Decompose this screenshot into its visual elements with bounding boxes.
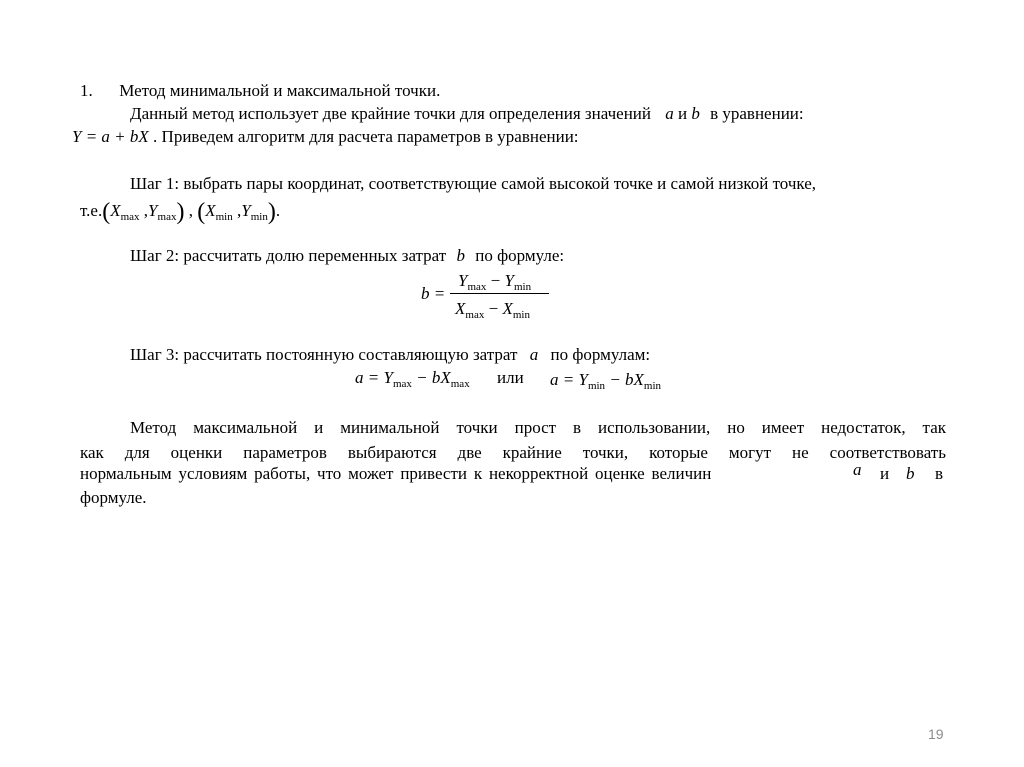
- step3-text-line: [130, 345, 650, 365]
- fraction-bar: [450, 293, 549, 294]
- den-x1-sub: max: [465, 309, 485, 321]
- main-equation: Y = a + bX: [72, 127, 149, 146]
- or-word: или: [497, 368, 524, 387]
- conclusion-line-3: [80, 464, 711, 484]
- formula-b-lhs: b =: [421, 284, 446, 303]
- section-title: Метод минимальной и максимальной точки.: [119, 81, 441, 100]
- x-min: X: [205, 201, 216, 220]
- step1-text: Шаг 1: выбрать пары координат, соответствующие самой высокой точке и самой низкой точке,: [130, 174, 817, 193]
- page-number: 19: [928, 726, 944, 742]
- f2-sub1: min: [587, 380, 606, 392]
- var-a: a: [665, 104, 674, 123]
- step1-prefix: т.е.: [80, 201, 103, 220]
- conclusion-var-b: b: [906, 464, 915, 483]
- y-min-sub: min: [250, 211, 268, 223]
- formula-a-min: [550, 370, 661, 392]
- x-max: X: [110, 201, 121, 220]
- intro-text-2: в уравнении:: [710, 104, 804, 123]
- step3-text: Шаг 3: рассчитать постоянную составляющую затрат: [130, 345, 518, 364]
- formula-b-numerator: [458, 271, 531, 293]
- den-x2-sub: min: [512, 309, 530, 321]
- f1-a: a = Y: [355, 368, 393, 387]
- formula-a-max: [355, 368, 470, 390]
- conclusion-line-4: формуле.: [80, 488, 147, 507]
- den-x1: X: [455, 299, 466, 318]
- step2-var: b: [456, 246, 465, 265]
- step2-suffix: по формуле:: [475, 246, 565, 265]
- y-min: Y: [241, 201, 251, 220]
- step2-text: Шаг 2: рассчитать долю переменных затрат: [130, 246, 447, 265]
- den-minus: −: [488, 299, 499, 318]
- intro-text-3: . Приведем алгоритм для расчета параметров в уравнении:: [153, 127, 579, 146]
- den-x2: X: [502, 299, 513, 318]
- var-b: b: [691, 104, 700, 123]
- num-y2-sub: min: [513, 281, 532, 293]
- f2-a: a = Y: [550, 370, 588, 389]
- section-heading: [80, 81, 440, 101]
- conclusion-line-2: как для оценки параметров выбираются две крайние точки, которые могут не соответствовать: [80, 443, 946, 462]
- x-max-sub: max: [120, 211, 140, 223]
- num-y1: Y: [458, 271, 468, 290]
- f1-sub1: max: [392, 378, 412, 390]
- conclusion-text-3: нормальным условиям работы, что может привести к некорректной оценке величин: [80, 464, 712, 483]
- intro-text: Данный метод использует две крайние точки для определения значений: [130, 104, 651, 123]
- conclusion-line-1: Метод максимальной и минимальной точки прост в использовании, но имеет недостаток, так: [130, 418, 946, 437]
- and-word: и: [678, 104, 688, 123]
- step1-coordinates: $т.е.(X_{max}$ $,Y_{max}$) , ($X_{min}$ $,Y_{min}$).: [80, 199, 281, 225]
- f2-b: − bX: [609, 370, 644, 389]
- f1-b: − bX: [416, 368, 451, 387]
- formula-b-denominator: [455, 299, 530, 321]
- num-minus: −: [490, 271, 501, 290]
- intro-equation-line: [72, 127, 579, 147]
- x-min-sub: min: [215, 211, 233, 223]
- conclusion-var-a: a: [853, 460, 862, 479]
- conclusion-and: и: [880, 464, 890, 483]
- y-max-sub: max: [157, 211, 177, 223]
- intro-line: [130, 104, 804, 124]
- section-number: 1.: [80, 81, 93, 100]
- y-max: Y: [148, 201, 158, 220]
- f2-sub2: min: [643, 380, 662, 392]
- step3-suffix: по формулам:: [550, 345, 651, 364]
- f1-sub2: max: [450, 378, 470, 390]
- num-y2: Y: [504, 271, 514, 290]
- step3-var: a: [529, 345, 539, 364]
- num-y1-sub: max: [467, 281, 487, 293]
- step2-text-line: [130, 246, 564, 266]
- conclusion-in: в: [935, 464, 944, 483]
